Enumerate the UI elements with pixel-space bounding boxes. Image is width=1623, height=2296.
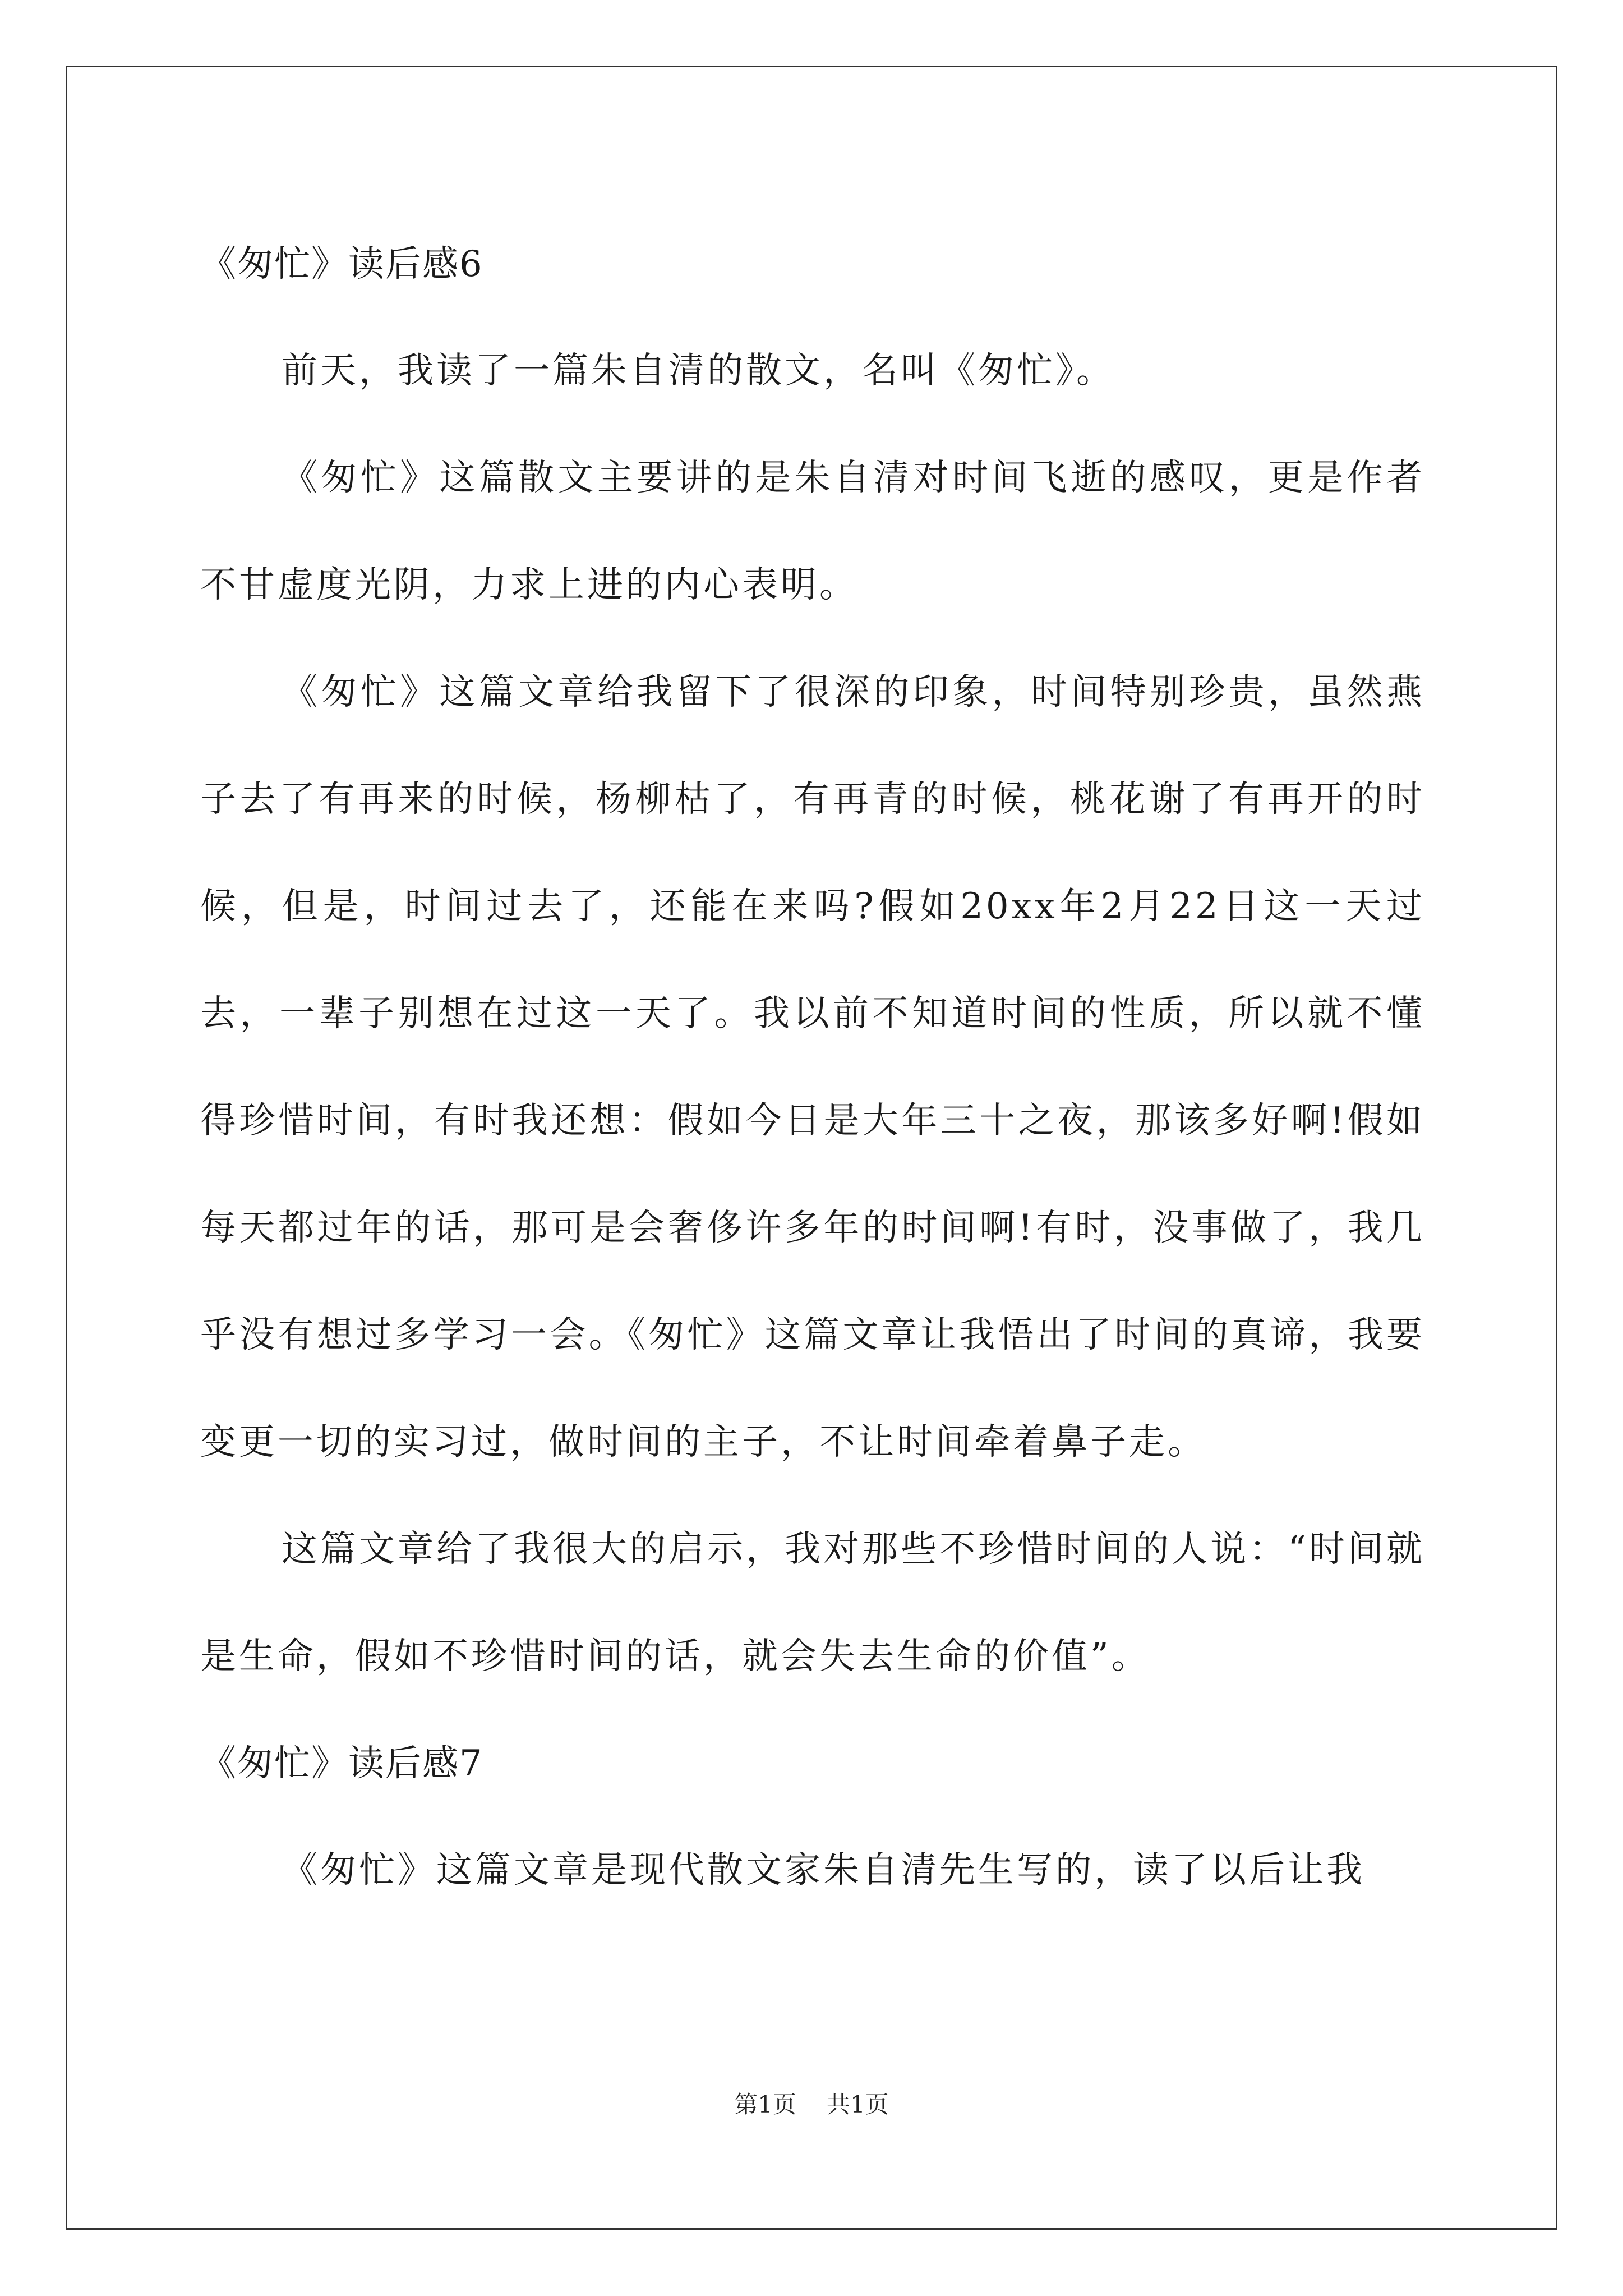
page-number: 第1页 — [734, 2091, 796, 2118]
page-footer — [0, 2088, 1623, 2122]
page-total: 共1页 — [827, 2091, 889, 2118]
document-body — [200, 211, 1425, 1924]
paragraph: 《匆忙》这篇文章给我留下了很深的印象，时间特别珍贵，虽然燕子去了有再来的时候，杨柳枯了，有再青的时候，桃花谢了有再开的时候，但是，时间过去了，还能在来吗?假如20xx年2月22日这一天过去，一辈子别想在过这一天了。我以前不知道时间的性质，所以就不懂得珍惜时间，有时我还想：假如今日是大年三十之夜，那该多好啊!假如每天都过年的话，那可是会奢侈许多年的时间啊!有时，没事做了，我几乎没有想过多学习一会。《匆忙》这篇文章让我悟出了时间的真谛，我要变更一切的实习过，做时间的主子，不让时间牵着鼻子走。 — [200, 671, 1425, 1463]
section-heading: 《匆忙》读后感6 — [200, 243, 483, 285]
paragraph: 前天，我读了一篇朱自清的散文，名叫《匆忙》。 — [282, 350, 1115, 392]
section-heading: 《匆忙》读后感7 — [200, 1743, 483, 1784]
paragraph: 《匆忙》这篇散文主要讲的是朱自清对时间飞逝的感叹，更是作者不甘虚度光阴，力求上进的内心表明。 — [200, 457, 1425, 606]
paragraph: 这篇文章给了我很大的启示，我对那些不珍惜时间的人说：“时间就是生命，假如不珍惜时间的话，就会失去生命的价值”。 — [200, 1529, 1425, 1677]
paragraph: 《匆忙》这篇文章是现代散文家朱自清先生写的，读了以后让我 — [282, 1849, 1365, 1891]
